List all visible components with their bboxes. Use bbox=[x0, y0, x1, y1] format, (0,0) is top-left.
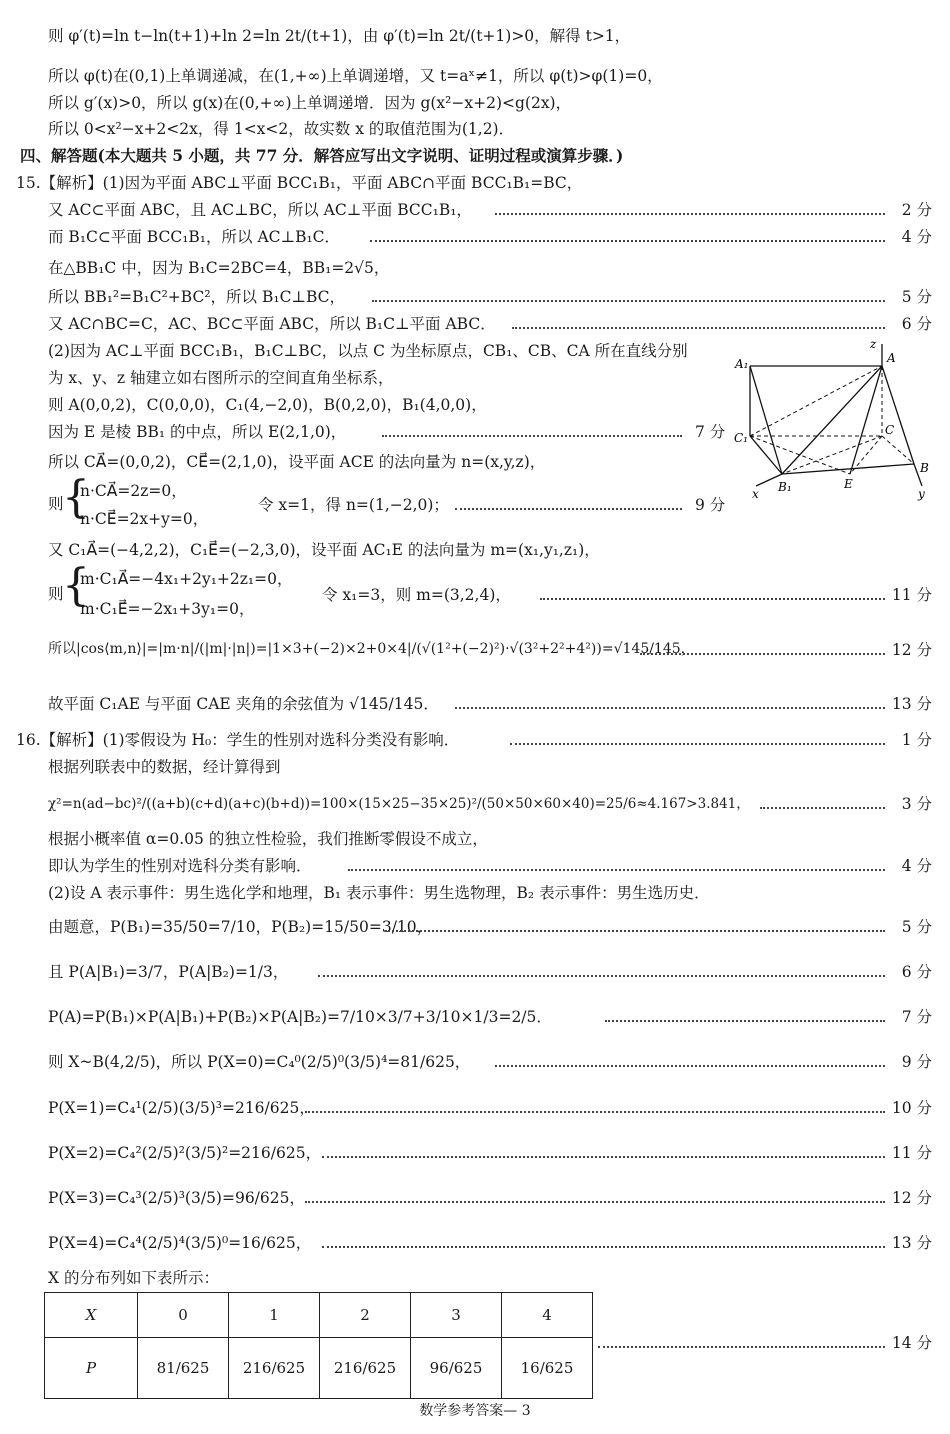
q15-eq-1: n·CA⃗=2z=0， bbox=[80, 482, 187, 500]
q15-system-1: 则 bbox=[48, 495, 64, 513]
score-label: 4 分 bbox=[901, 228, 932, 246]
q16-line-a: 16.【解析】(1)零假设为 H₀：学生的性别对选科分类没有影响． bbox=[16, 731, 460, 749]
q16-line-d: 根据小概率值 α=0.05 的独立性检验，我们推断零假设不成立， bbox=[48, 830, 488, 848]
figure-label: E bbox=[844, 477, 853, 491]
score-label: 11 分 bbox=[891, 586, 932, 604]
q15-line-m: 又 C₁A⃗=(−4,2,2)，C₁E⃗=(−2,3,0)，设平面 AC₁E 的法向量为 m=(x₁,y₁,z₁)， bbox=[48, 541, 600, 559]
page-footer: 数学参考答案— 3 bbox=[419, 1403, 531, 1419]
leader-dots bbox=[322, 1156, 885, 1158]
q15-eq-2: n·CE⃗=2x+y=0， bbox=[80, 510, 209, 528]
q15-line-d: 在△BB₁C 中，因为 B₁C=2BC=4，BB₁=2√5， bbox=[48, 259, 390, 277]
distribution-table bbox=[44, 1292, 593, 1399]
q16-line-c: χ²=n(ad−bc)²/((a+b)(c+d)(a+c)(b+d))=100×(15×25−35×25)²/(50×50×60×40)=25/6≈4.167>3.841， bbox=[48, 796, 750, 812]
leader-dots bbox=[372, 300, 885, 302]
q16-line-b: 根据列联表中的数据，经计算得到 bbox=[48, 758, 281, 776]
q16-line-n: P(X=4)=C₄⁴(2/5)⁴(3/5)⁰=16/625， bbox=[48, 1234, 312, 1252]
q15-line-k: 所以 CA⃗=(0,0,2)，CE⃗=(2,1,0)，设平面 ACE 的法向量为 n=(x,y,z)， bbox=[48, 453, 546, 471]
line-1: 则 φ′(t)=ln t−ln(t+1)+ln 2=ln 2t/(t+1)，由 φ′(t)=ln 2t/(t+1)>0，解得 t>1， bbox=[48, 27, 631, 45]
score-label: 7 分 bbox=[901, 1008, 932, 1026]
q15-eq-3: m·C₁A⃗=−4x₁+2y₁+2z₁=0， bbox=[80, 570, 293, 588]
table-cell: 1 bbox=[229, 1293, 320, 1338]
q16-line-f: (2)设 A 表示事件：男生选化学和地理，B₁ 表示事件：男生选物理，B₂ 表示事件：男生选历史． bbox=[48, 884, 710, 902]
q16-line-o: X 的分布列如下表所示： bbox=[48, 1269, 219, 1287]
figure-label: B₁ bbox=[778, 480, 792, 494]
leader-dots bbox=[382, 435, 682, 437]
score-label: 14 分 bbox=[891, 1334, 932, 1352]
q15-line-h: 为 x、y、z 轴建立如右图所示的空间直角坐标系， bbox=[48, 369, 394, 387]
leader-dots bbox=[540, 598, 885, 600]
q15-line-j: 因为 E 是棱 BB₁ 的中点，所以 E(2,1,0)， bbox=[48, 423, 347, 441]
score-label: 6 分 bbox=[901, 315, 932, 333]
q15-line-i: 则 A(0,0,2)，C(0,0,0)，C₁(4,−2,0)，B(0,2,0)，B₁(4,0,0)， bbox=[48, 396, 487, 414]
figure-label: y bbox=[918, 487, 925, 501]
q15-line-b: 又 AC⊂平面 ABC，且 AC⊥BC，所以 AC⊥平面 BCC₁B₁， bbox=[48, 201, 472, 219]
figure-label: x bbox=[752, 487, 759, 501]
score-label: 5 分 bbox=[901, 288, 932, 306]
q16-line-i: P(A)=P(B₁)×P(A|B₁)+P(B₂)×P(A|B₂)=7/10×3/7+3/10×1/3=2/5． bbox=[48, 1008, 552, 1026]
coordinate-figure bbox=[732, 336, 932, 506]
table-cell: 2 bbox=[320, 1293, 411, 1338]
table-cell: 0 bbox=[138, 1293, 229, 1338]
leader-dots bbox=[385, 930, 885, 932]
score-label: 7 分 bbox=[695, 423, 726, 441]
section-heading: 四、解答题(本大题共 5 小题，共 77 分．解答应写出文字说明、证明过程或演算步骤．) bbox=[20, 146, 624, 165]
score-label: 13 分 bbox=[891, 695, 932, 713]
leader-dots bbox=[455, 508, 682, 510]
leader-dots bbox=[305, 1201, 885, 1203]
table-cell: 81/625 bbox=[138, 1338, 229, 1399]
score-label: 10 分 bbox=[891, 1099, 932, 1117]
q16-line-k: P(X=1)=C₄¹(2/5)(3/5)³=216/625， bbox=[48, 1099, 315, 1117]
q16-line-e: 即认为学生的性别对选科分类有影响． bbox=[48, 857, 312, 875]
figure-label: C₁ bbox=[734, 431, 748, 445]
q16-line-l: P(X=2)=C₄²(2/5)²(3/5)²=216/625， bbox=[48, 1144, 322, 1162]
score-label: 3 分 bbox=[901, 795, 932, 813]
table-cell: 216/625 bbox=[229, 1338, 320, 1399]
line-3: 所以 g′(x)>0，所以 g(x)在(0,+∞)上单调递增．因为 g(x²−x+2)<g(2x)， bbox=[48, 94, 572, 112]
system-brace: { bbox=[62, 560, 90, 611]
table-row bbox=[45, 1293, 593, 1338]
table-cell: 3 bbox=[411, 1293, 502, 1338]
line-4: 所以 0<x²−x+2<2x，得 1<x<2，故实数 x 的取值范围为(1,2)． bbox=[48, 120, 515, 138]
table-cell: X bbox=[45, 1293, 138, 1338]
q15-line-p: 故平面 C₁AE 与平面 CAE 夹角的余弦值为 √145/145． bbox=[48, 695, 439, 713]
q15-line-f: 又 AC∩BC=C，AC、BC⊂平面 ABC，所以 B₁C⊥平面 ABC． bbox=[48, 315, 496, 333]
table-cell: 4 bbox=[502, 1293, 593, 1338]
figure-label: A bbox=[887, 351, 896, 365]
q16-line-j: 则 X~B(4,2/5)，所以 P(X=0)=C₄⁰(2/5)⁰(3/5)⁴=81/625， bbox=[48, 1053, 471, 1071]
table-cell: 216/625 bbox=[320, 1338, 411, 1399]
leader-dots bbox=[512, 327, 885, 329]
table-cell: 96/625 bbox=[411, 1338, 502, 1399]
q16-line-g: 由题意，P(B₁)=35/50=7/10，P(B₂)=15/50=3/10， bbox=[48, 918, 433, 936]
figure-label: B bbox=[920, 461, 929, 475]
figure-label: A₁ bbox=[735, 357, 749, 371]
q15-line-a: 15.【解析】(1)因为平面 ABC⊥平面 BCC₁B₁，平面 ABC∩平面 BCC₁B₁=BC， bbox=[16, 174, 583, 192]
q15-system-note: 令 x=1，得 n=(1,−2,0)； bbox=[258, 496, 449, 514]
q16-line-m: P(X=3)=C₄³(2/5)³(3/5)=96/625， bbox=[48, 1189, 305, 1207]
leader-dots bbox=[605, 1020, 885, 1022]
score-label: 9 分 bbox=[695, 496, 726, 514]
leader-dots bbox=[598, 1346, 885, 1348]
line-2: 所以 φ(t)在(0,1)上单调递减，在(1,+∞)上单调递增，又 t=aˣ≠1，所以 φ(t)>φ(1)=0， bbox=[48, 67, 663, 85]
q15-system-2: 则 bbox=[48, 585, 64, 603]
score-label: 12 分 bbox=[891, 641, 932, 659]
q15-line-g: (2)因为 AC⊥平面 BCC₁B₁，B₁C⊥BC，以点 C 为坐标原点，CB₁、CB、CA 所在直线分别 bbox=[48, 342, 688, 360]
leader-dots bbox=[510, 743, 885, 745]
q16-line-h: 且 P(A|B₁)=3/7，P(A|B₂)=1/3， bbox=[48, 963, 289, 981]
q15-line-e: 所以 BB₁²=B₁C²+BC²，所以 B₁C⊥BC， bbox=[48, 288, 346, 306]
table-cell: P bbox=[45, 1338, 138, 1399]
score-label: 11 分 bbox=[891, 1144, 932, 1162]
leader-dots bbox=[318, 975, 885, 977]
score-label: 13 分 bbox=[891, 1234, 932, 1252]
table-cell: 16/625 bbox=[502, 1338, 593, 1399]
score-label: 1 分 bbox=[901, 731, 932, 749]
q15-line-c: 而 B₁C⊂平面 BCC₁B₁，所以 AC⊥B₁C． bbox=[48, 228, 341, 246]
leader-dots bbox=[495, 1065, 885, 1067]
figure-label: z bbox=[870, 337, 877, 351]
leader-dots bbox=[760, 807, 885, 809]
leader-dots bbox=[305, 1111, 885, 1113]
table-row bbox=[45, 1338, 593, 1399]
leader-dots bbox=[348, 869, 885, 871]
score-label: 4 分 bbox=[901, 857, 932, 875]
leader-dots bbox=[370, 240, 885, 242]
figure-label: C bbox=[885, 423, 895, 437]
q15-line-o: 所以|cos⟨m,n⟩|=|m·n|/(|m|·|n|)=|1×3+(−2)×2+0×4|/(√(1²+(−2)²)·√(3²+2²+4²))=√145/145， bbox=[48, 641, 695, 657]
score-label: 5 分 bbox=[901, 918, 932, 936]
leader-dots bbox=[455, 707, 885, 709]
leader-dots bbox=[322, 1246, 885, 1248]
q15-eq-4: m·C₁E⃗=−2x₁+3y₁=0， bbox=[80, 600, 255, 618]
score-label: 6 分 bbox=[901, 963, 932, 981]
leader-dots bbox=[495, 213, 885, 215]
score-label: 2 分 bbox=[901, 201, 932, 219]
leader-dots bbox=[640, 653, 885, 655]
score-label: 12 分 bbox=[891, 1189, 932, 1207]
q15-system-note-2: 令 x₁=3，则 m=(3,2,4)， bbox=[322, 586, 511, 604]
system-brace: { bbox=[62, 472, 90, 523]
score-label: 9 分 bbox=[901, 1053, 932, 1071]
